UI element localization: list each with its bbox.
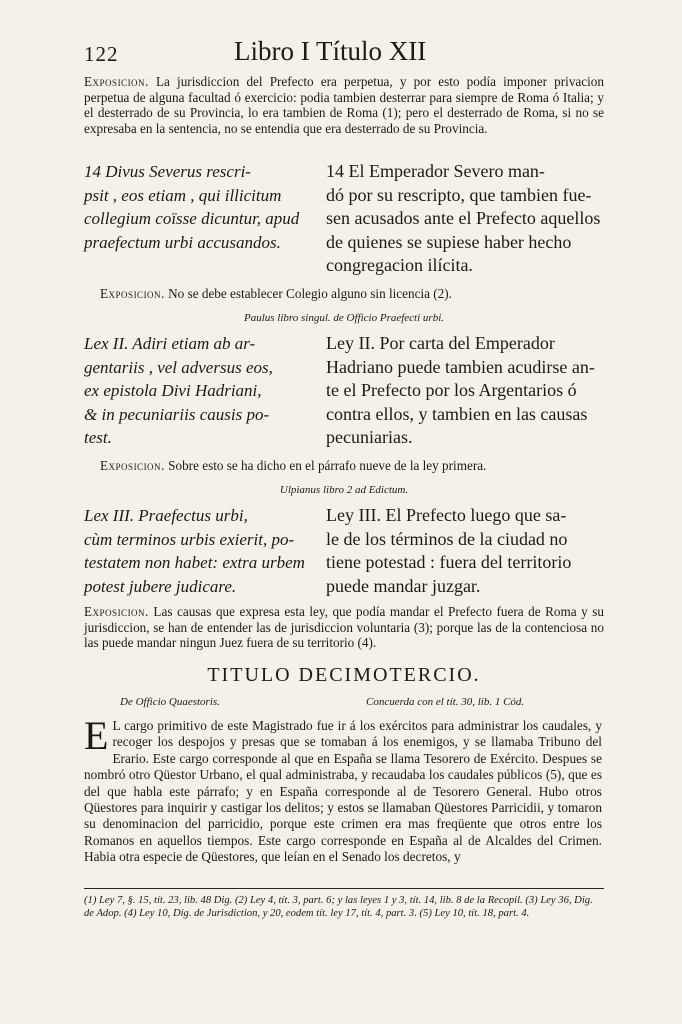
exposicion-label: Exposicion. xyxy=(84,74,149,89)
spanish-line: Hadriano puede tambien acudirse an- xyxy=(326,356,595,377)
spanish-line: 14 El Emperador Severo man- xyxy=(326,161,545,181)
exposicion-text: No se debe establecer Colegio alguno sin licencia (2). xyxy=(168,286,452,301)
source-citation-paulus: Paulus libro singul. de Officio Praefecti urbi. xyxy=(243,312,445,324)
spanish-line: dó por su rescripto, que tambien fue- xyxy=(326,184,592,205)
spanish-line: congregacion ilícita. xyxy=(326,255,473,275)
latin-line: Lex III. Praefectus urbi, xyxy=(84,506,248,525)
lex-3-latin xyxy=(84,504,320,598)
exposicion-label: Exposicion. xyxy=(84,604,149,619)
exposicion-text: La jurisdiccion del Prefecto era perpetua, y por esto podía imponer privacion perpetua de alguna facultad ó exercicio: podia tambien desterrar para siempre de Roma ó Italia; y el desterrado de su Provincia, lo era tambien de Roma (1); pero el desterrado de Roma, si no se expresaba en la sentencia, no se entendia que era desterrado de su Provincia. xyxy=(84,74,604,136)
section-title: TITULO DECIMOTERCIO. xyxy=(207,664,481,686)
running-title: Libro I Título XII xyxy=(234,36,427,66)
page-header xyxy=(84,36,604,72)
spanish-line: contra ellos, y tambien en las causas xyxy=(326,403,588,424)
spanish-line: Ley II. Por carta del Emperador xyxy=(326,333,555,353)
spanish-line: sen acusados ante el Prefecto aquellos xyxy=(326,208,601,228)
spanish-line: le de los términos de la ciudad no xyxy=(326,528,568,549)
lex-3-spanish xyxy=(326,504,606,598)
section-body xyxy=(84,713,602,866)
latin-line: potest jubere judicare. xyxy=(84,576,237,596)
exposicion-label: Exposicion. xyxy=(100,286,165,301)
latin-line: ex epistola Divi Hadriani, xyxy=(84,381,262,400)
exposicion-text: Las causas que expresa esta ley, que podía mandar el Prefecto fuera de Roma y su jurisdiccion, se han de entender las de jurisdiccion voluntaria (3); porque las de la contenciosa no las puede mandar ningun Juez fuera de su territorio (4). xyxy=(84,604,604,651)
latin-line: gentariis , vel adversus eos, xyxy=(84,357,273,377)
spanish-line: pecuniarias. xyxy=(326,427,413,447)
exposicion-paragraph-4 xyxy=(84,604,604,651)
exposicion-paragraph-1 xyxy=(84,74,604,136)
spanish-line: te el Prefecto por los Argentarios ó xyxy=(326,380,577,400)
spanish-line: de quienes se supiese haber hecho xyxy=(326,231,572,252)
latin-line: collegium coïsse dicuntur, apud xyxy=(84,209,300,228)
page-number: 122 xyxy=(84,42,119,66)
spanish-line: tiene potestad : fuera del territorio xyxy=(326,552,572,572)
footnote-divider xyxy=(84,888,604,889)
exposicion-paragraph-3 xyxy=(100,458,620,474)
section-subtitle-right: Concuerda con el tít. 30, lib. 1 Cód. xyxy=(366,696,525,708)
latin-line: 14 Divus Severus rescri- xyxy=(84,162,251,181)
law-14-latin xyxy=(84,160,320,254)
latin-line: & in pecuniariis causis po- xyxy=(84,404,270,424)
section-subtitle-left: De Officio Quaestoris. xyxy=(120,696,220,708)
exposicion-label: Exposicion. xyxy=(100,458,165,473)
spanish-line: Ley III. El Prefecto luego que sa- xyxy=(326,505,567,525)
exposicion-paragraph-2 xyxy=(100,286,620,302)
section-body-text: L cargo primitivo de este Magistrado fue ir á los exércitos para administrar los caudales, y recoger los despojos y presas que se tomaban á los enemigos, y se llamaba Tribuno del Erario. Este cargo corresponde al que en España se llama Tesorero de Exército. Despues se nombró otro Qüestor Urbano, el qual administraba, y recaudaba los caudales públicos (5), que es del que habla este párrafo; y en España corresponde al de Tesorero General. Hubo otros Qüestores para inquirir y castigar los delitos; y estos se llamaban Qüestores Parricidii, y tomaron su denominacion del parricidio, porque este crimen era mas freqüente que otros entre los Romanos en aquellos tiempos. Este cargo corresponde en España al de Alcaldes del Crimen. Habia otra especie de Qüestores, que leían en el Senado los decretos, y xyxy=(84,718,602,865)
drop-cap: E xyxy=(84,713,109,758)
spanish-line: puede mandar juzgar. xyxy=(326,575,481,596)
lex-2-latin xyxy=(84,332,320,450)
latin-line: Lex II. Adiri etiam ab ar- xyxy=(84,334,256,353)
latin-line: cùm terminos urbis exierit, po- xyxy=(84,529,295,549)
lex-2-spanish xyxy=(326,332,606,450)
latin-line: psit , eos etiam , qui illicitum xyxy=(84,185,282,205)
footnotes: (1) Ley 7, §. 15, tít. 23, lib. 48 Dig. (2) Ley 4, tít. 3, part. 6; y las leyes 1 y 3, tít. 14, lib. 8 de la Recopil. (3) Ley 36, Dig. de Adop. (4) Ley 10, Dig. de Jurisdiction, y 20, eodem tít. ley 17, tít. 4, part. 3. (5) Ley 10, tít. 18, part. 4. xyxy=(84,895,593,919)
latin-line: test. xyxy=(84,428,112,447)
latin-line: praefectum urbi accusandos. xyxy=(84,232,281,252)
exposicion-text: Sobre esto se ha dicho en el párrafo nueve de la ley primera. xyxy=(168,458,487,473)
source-citation-ulpianus: Ulpianus libro 2 ad Edictum. xyxy=(279,484,409,496)
latin-line: testatem non habet: extra urbem xyxy=(84,553,305,572)
law-14-spanish xyxy=(326,160,606,278)
